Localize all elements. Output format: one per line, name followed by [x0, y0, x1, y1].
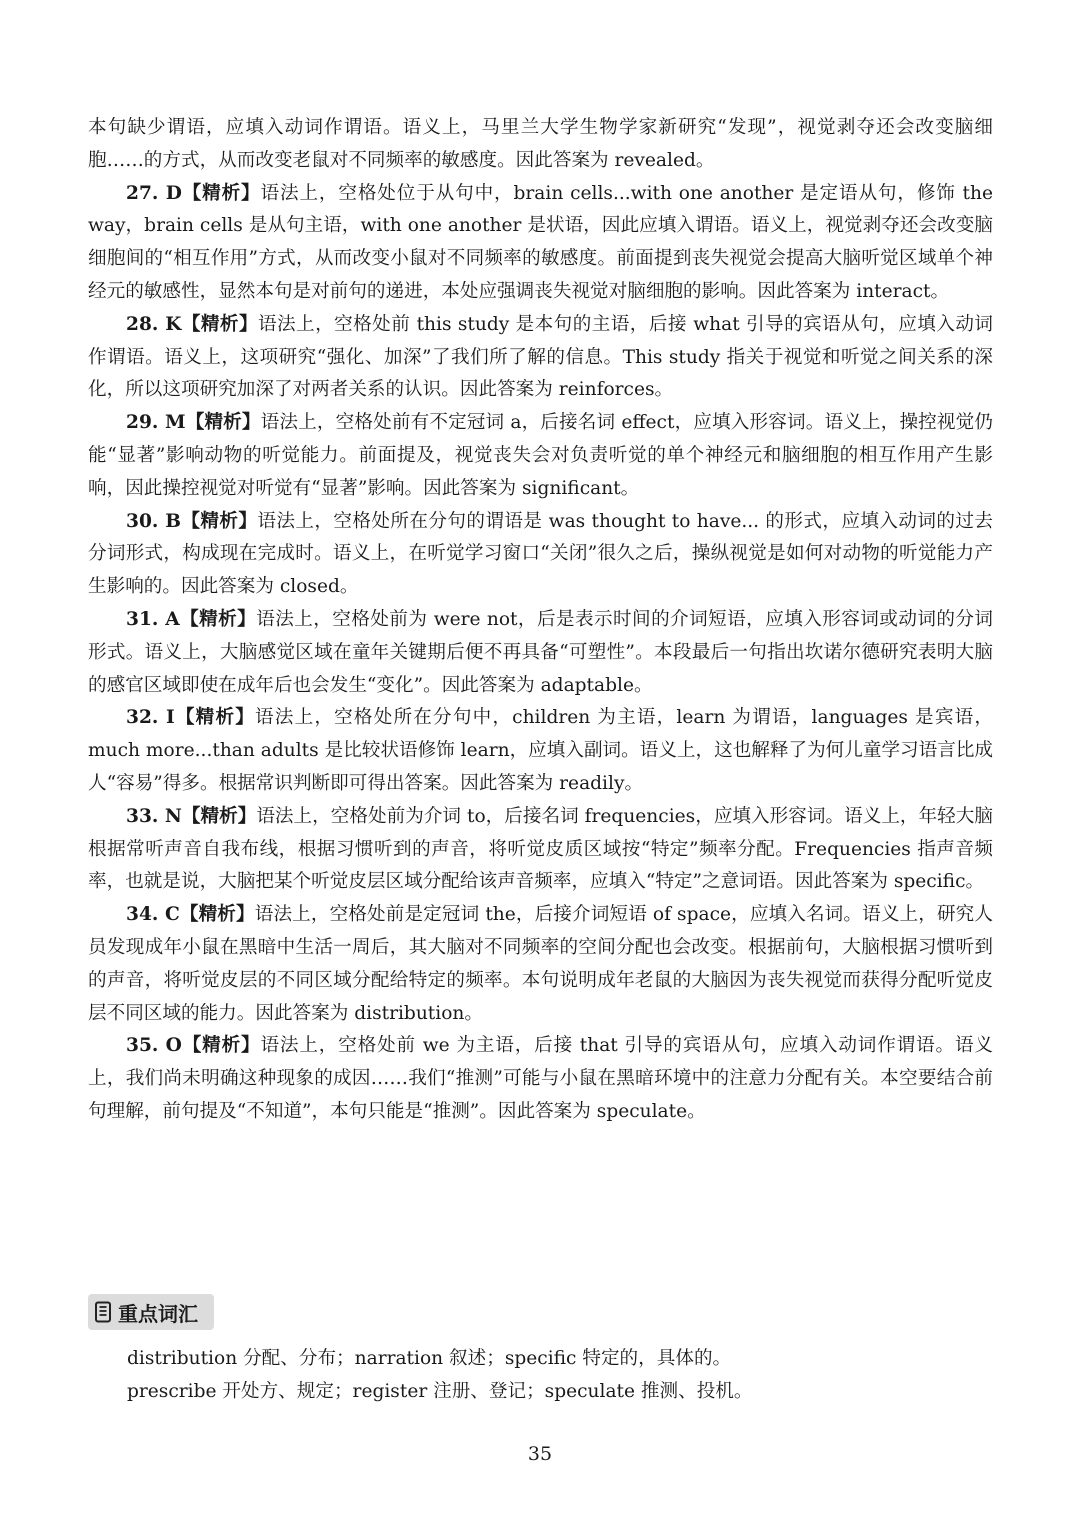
answer-30 — [88, 506, 993, 604]
analysis-text — [88, 112, 993, 1129]
paragraph-text: 语法上，空格处前是定冠词 the，后接介词短语 of space，应填入名词。语义上，研究人员发现成年小鼠在黑暗中生活一周后，其大脑对不同频率的空间分配也会改变。根据前句，大脑根据习惯听到的声音，将听觉皮层的不同区域分配给特定的频率。本句说明成年老鼠的大脑因为丧失视觉而获得分配听觉皮层不同区域的能力。因此答案为 distribution。 — [88, 904, 993, 1024]
paragraph-text: 语法上，空格处前 this study 是本句的主语，后接 what 引导的宾语从句，应填入动词作谓语。语义上，这项研究“强化、加深”了我们所了解的信息。This study 指关于视觉和听觉之间关系的深化，所以这项研究加深了对两者关系的认识。因此答案为 reinforces。 — [88, 313, 993, 401]
paragraph-text: 语法上，空格处前为 were not，后是表示时间的介词短语，应填入形容词或动词的分词形式。语义上，大脑感觉区域在童年关键期后便不再具备“可塑性”。本段最后一句指出坎诺尔德研究表明大脑的感官区域即使在成年后也会发生“变化”。因此答案为 adaptable。 — [88, 608, 994, 696]
vocab-line: distribution 分配、分布；narration 叙述；specific 特定的，具体的。 — [127, 1348, 732, 1369]
vocab-section-title: 重点词汇 — [118, 1301, 198, 1326]
question-number: 33. N — [126, 805, 182, 827]
analysis-tag: 【精析】 — [181, 805, 257, 827]
answer-32 — [88, 702, 993, 800]
question-number: 32. I — [126, 707, 175, 729]
answer-29 — [88, 407, 993, 505]
question-number: 28. K — [126, 313, 182, 335]
answer-31 — [88, 604, 993, 702]
analysis-tag: 【精析】 — [174, 707, 256, 729]
answer-33 — [88, 801, 993, 899]
paragraph-text: 语法上，空格处前有不定冠词 a，后接名词 effect，应填入形容词。语义上，操控视觉仍能“显著”影响动物的听觉能力。前面提及，视觉丧失会对负责听觉的单个神经元和脑细胞的相互作用产生影响，因此操控视觉对听觉有“显著”影响。因此答案为 significant。 — [88, 412, 993, 499]
analysis-tag: 【精析】 — [180, 510, 258, 532]
analysis-tag: 【精析】 — [181, 1035, 261, 1057]
question-number: 29. M — [126, 412, 186, 434]
vocab-section-header — [88, 1294, 214, 1330]
vocab-line: prescribe 开处方、规定；register 注册、登记；speculate 推测、投机。 — [127, 1381, 753, 1402]
analysis-tag: 【精析】 — [185, 412, 261, 434]
paragraph-continued — [88, 112, 993, 178]
analysis-tag: 【精析】 — [179, 608, 257, 630]
question-number: 34. C — [126, 904, 180, 926]
analysis-tag: 【精析】 — [181, 313, 258, 335]
question-number: 27. D — [126, 182, 182, 204]
paragraph-text: 语法上，空格处所在分句中，children 为主语，learn 为谓语，languages 是宾语，much more...than adults 是比较状语修饰 learn，应填入副词。语义上，这也解释了为何儿童学习语言比成人“容易”得多。根据常识判断即可得出答案。因此答案为 readily。 — [88, 707, 994, 794]
book-icon — [94, 1301, 112, 1323]
answer-35 — [88, 1030, 993, 1128]
answer-27 — [88, 178, 993, 309]
paragraph-text: 语法上，空格处前 we 为主语，后接 that 引导的宾语从句，应填入动词作谓语。语义上，我们尚未明确这种现象的成因……我们“推测”可能与小鼠在黑暗环境中的注意力分配有关。本空要结合前句理解，前句提及“不知道”，本句只能是“推测”。因此答案为 speculate。 — [88, 1035, 993, 1122]
question-number: 31. A — [126, 608, 180, 630]
analysis-tag: 【精析】 — [179, 904, 255, 926]
answer-34 — [88, 899, 993, 1030]
question-number: 35. O — [126, 1035, 182, 1057]
question-number: 30. B — [126, 510, 181, 532]
paragraph-text: 语法上，空格处位于从句中，brain cells...with one another 是定语从句，修饰 the way，brain cells 是从句主语，with one another 是状语，因此应填入谓语。语义上，视觉剥夺还会改变脑细胞间的“相互作用”方式，从而改变小鼠对不同频率的敏感度。前面提到丧失视觉会提高大脑听觉区域单个神经元的敏感性，显然本句是对前句的递进，本处应强调丧失视觉对脑细胞的影响。因此答案为 interact。 — [88, 182, 993, 302]
vocab-list — [127, 1342, 987, 1408]
paragraph-text: 语法上，空格处前为介词 to，后接名词 frequencies，应填入形容词。语义上，年轻大脑根据常听声音自我布线，根据习惯听到的声音，将听觉皮质区域按“特定”频率分配。Frequencies 指声音频率，也就是说，大脑把某个听觉皮层区域分配给该声音频率，应填入“特定”之意词语。因此答案为 specific。 — [88, 805, 993, 893]
answer-28 — [88, 309, 993, 407]
page-number: 35 — [527, 1443, 553, 1465]
analysis-tag: 【精析】 — [181, 182, 261, 204]
paragraph-text: 本句缺少谓语，应填入动词作谓语。语义上，马里兰大学生物学家新研究“发现”，视觉剥夺还会改变脑细胞……的方式，从而改变老鼠对不同频率的敏感度。因此答案为 revealed。 — [88, 117, 993, 171]
paragraph-text: 语法上，空格处所在分句的谓语是 was thought to have... 的形式，应填入动词的过去分词形式，构成现在完成时。语义上，在听觉学习窗口“关闭”很久之后，操纵视觉是如何对动物的听觉能力产生影响的。因此答案为 closed。 — [88, 510, 993, 598]
